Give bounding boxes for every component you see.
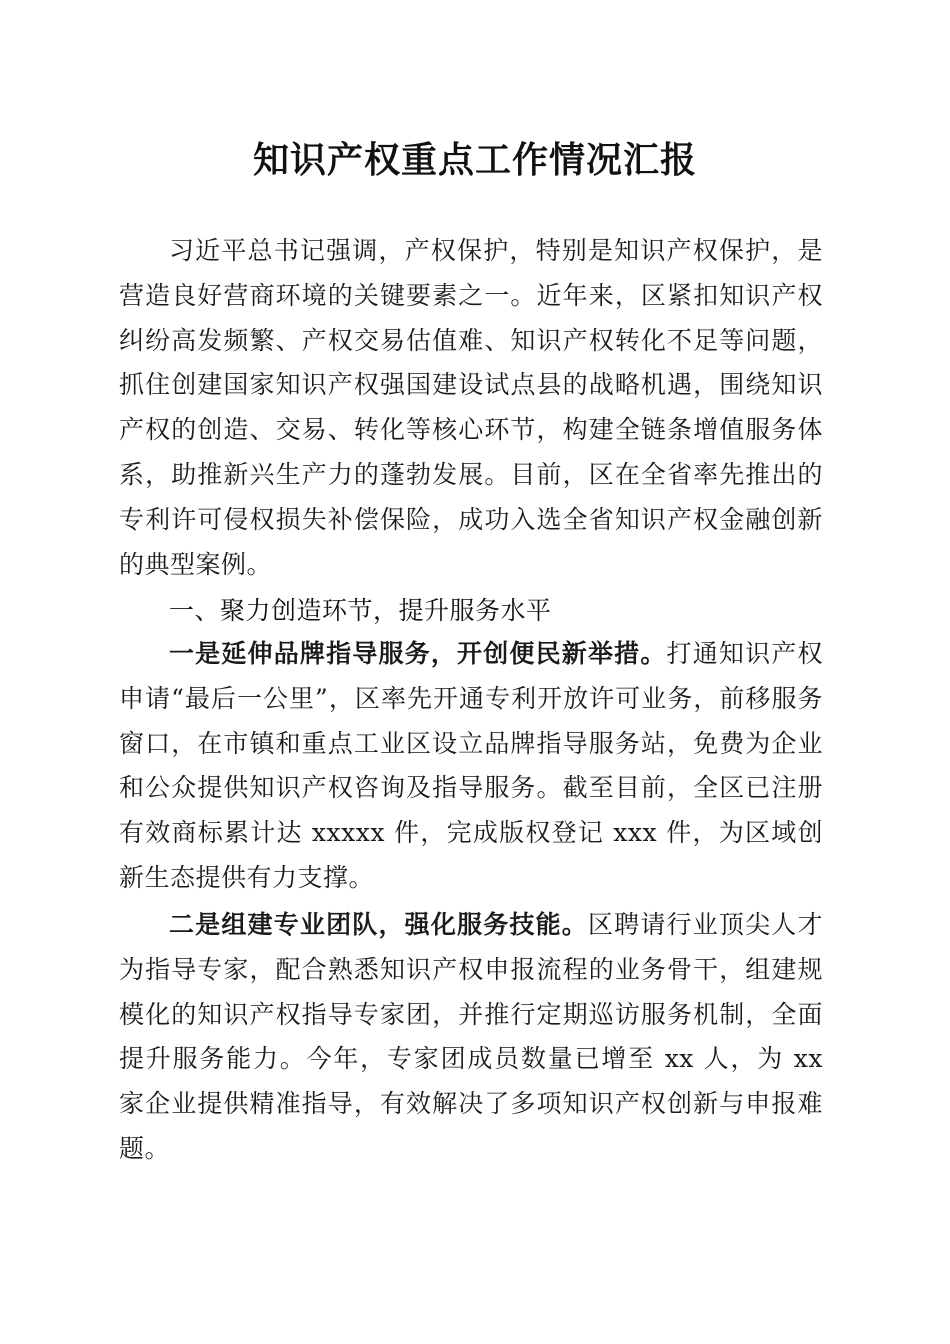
paragraph-2-lead: 二是组建专业团队，强化服务技能。 <box>169 910 588 939</box>
section-heading: 一、聚力创造环节，提升服务水平 <box>169 596 552 625</box>
paragraph-1-lead: 一是延伸品牌指导服务，开创便民新举措。 <box>169 639 667 668</box>
paragraph-2-body: 区聘请行业顶尖人才为指导专家，配合熟悉知识产权申报流程的业务骨干，组建规模化的知识产权指导专家团，并推行定期巡访服务机制，全面提升服务能力。今年，专家团成员数量已增至 xx 人，为 xx 家企业提供精准指导，有效解决了多项知识产权创新与申报难题。 <box>119 910 823 1163</box>
paragraph-1-body: 打通知识产权申请“最后一公里”，区率先开通专利开放许可业务，前移服务窗口，在市镇和重点工业区设立品牌指导服务站，免费为企业和公众提供知识产权咨询及指导服务。截至目前，全区已注册有效商标累计达 xxxxx 件，完成版权登记 xxx 件，为区域创新生态提供有力支撑。 <box>119 639 823 892</box>
paragraph-1 <box>119 632 823 901</box>
paragraph-2 <box>119 903 823 1172</box>
page-title: 知识产权重点工作情况汇报 <box>252 139 697 181</box>
intro-paragraph: 习近平总书记强调，产权保护，特别是知识产权保护，是营造良好营商环境的关键要素之一。近年来，区紧扣知识产权纠纷高发频繁、产权交易估值难、知识产权转化不足等问题，抓住创建国家知识产权强国建设试点县的战略机遇，围绕知识产权的创造、交易、转化等核心环节，构建全链条增值服务体系，助推新兴生产力的蓬勃发展。目前，区在全省率先推出的专利许可侵权损失补偿保险，成功入选全省知识产权金融创新的典型案例。 <box>119 236 823 579</box>
